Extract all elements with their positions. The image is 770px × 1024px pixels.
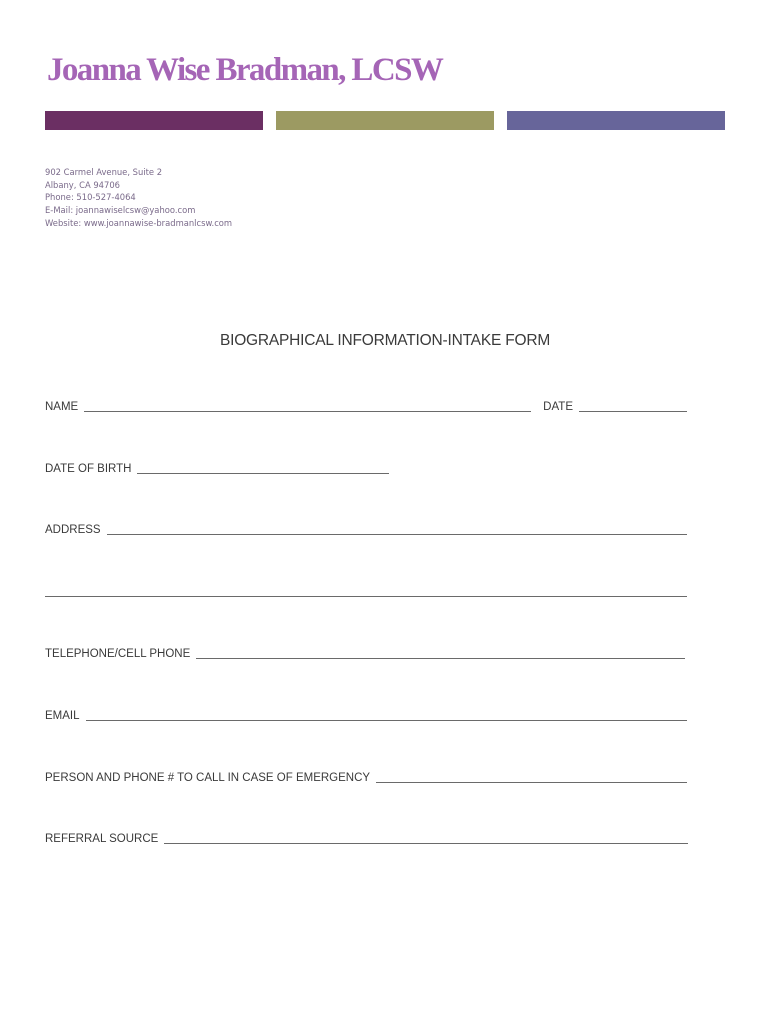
header-bar-slate [507, 111, 725, 130]
address-input-line-1[interactable] [107, 534, 687, 535]
dob-label: DATE OF BIRTH [45, 463, 132, 475]
contact-phone: Phone: 510-527-4064 [45, 192, 136, 203]
brand-title: Joanna Wise Bradman, LCSW [47, 52, 443, 88]
date-label: DATE [543, 401, 573, 413]
address-line-2: Albany, CA 94706 [45, 179, 120, 190]
referral-label: REFERRAL SOURCE [45, 833, 159, 845]
phone-label: TELEPHONE/CELL PHONE [45, 648, 191, 660]
contact-website: Website: www.joannawise-bradmanlcsw.com [45, 217, 233, 228]
address-row [45, 521, 687, 537]
emergency-label: PERSON AND PHONE # TO CALL IN CASE OF EMERGENCY [45, 772, 371, 784]
address-label: ADDRESS [45, 524, 101, 536]
email-label: EMAIL [45, 710, 80, 722]
name-date-row [45, 398, 687, 414]
address-input-line-2[interactable] [45, 596, 687, 597]
dob-row [45, 460, 389, 476]
dob-input-line[interactable] [137, 473, 389, 474]
contact-block [45, 166, 232, 230]
email-row [45, 707, 687, 723]
address-line-1: 902 Carmel Avenue, Suite 2 [45, 167, 163, 177]
name-label: NAME [45, 401, 79, 413]
contact-email: E-Mail: joannawiselcsw@yahoo.com [45, 205, 196, 216]
emergency-input-line[interactable] [376, 782, 687, 783]
date-input-line[interactable] [579, 411, 687, 412]
name-input-line[interactable] [84, 411, 531, 412]
referral-input-line[interactable] [164, 843, 688, 844]
header-bar-olive [276, 111, 494, 130]
phone-input-line[interactable] [196, 658, 685, 659]
emergency-row [45, 769, 687, 785]
referral-row [45, 830, 688, 846]
email-input-line[interactable] [86, 720, 687, 721]
form-title: BIOGRAPHICAL INFORMATION-INTAKE FORM [219, 332, 551, 349]
phone-row [45, 645, 685, 661]
address-row-2 [45, 583, 687, 599]
header-bar-purple [45, 111, 263, 130]
